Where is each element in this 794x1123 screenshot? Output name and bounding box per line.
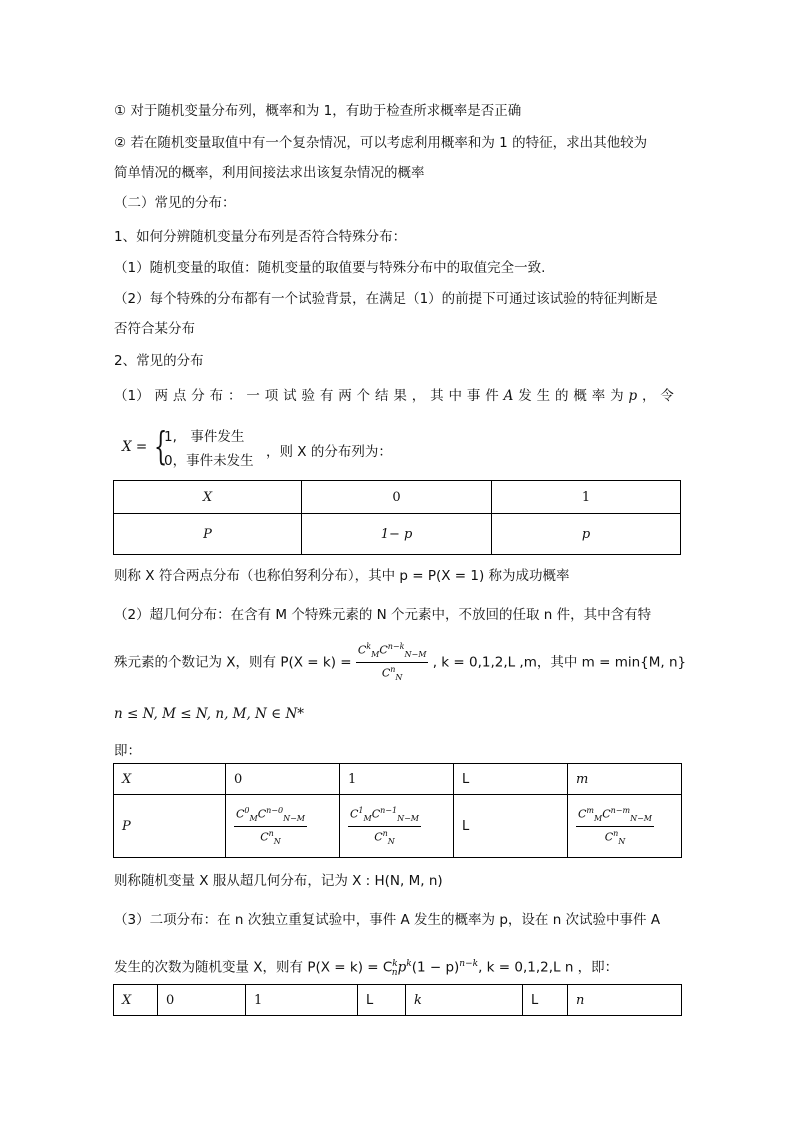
paragraph-ji: 即： <box>114 743 141 759</box>
paragraph-two-point-intro <box>114 386 674 406</box>
table-cell: n <box>568 985 682 1016</box>
table-cell <box>568 795 682 858</box>
table-cell: P <box>114 795 226 858</box>
hypergeometric-table <box>113 763 682 858</box>
paragraph-hypergeometric-intro: （2）超几何分布：在含有 M 个特殊元素的 N 个元素中，不放回的任取 n 件，其中含有特 <box>114 607 652 623</box>
intro-glyph: （1） <box>114 388 150 404</box>
binomial-formula-tail: (1 − p) <box>411 959 460 976</box>
table-cell: L <box>454 764 568 795</box>
intro-glyph: 有 <box>319 388 334 404</box>
binomial-table <box>113 984 682 1016</box>
paragraph-sum-to-one: ① 对于随机变量分布列，概率和为 1，有助于检查所求概率是否正确 <box>114 103 522 119</box>
intro-glyph: 率 <box>591 388 606 404</box>
intro-glyph: A <box>503 388 514 404</box>
paragraph-hypergeometric-after: 则称随机变量 X 服从超几何分布，记为 X : H(N, M, n) <box>114 873 443 889</box>
intro-glyph: 事 <box>466 388 481 404</box>
intro-glyph: 一 <box>246 388 260 404</box>
piecewise-definition <box>114 422 514 472</box>
intro-glyph: ： <box>227 388 242 404</box>
table-cell: k <box>406 985 523 1016</box>
table-cell: L <box>358 985 406 1016</box>
hypergeometric-fraction: $\frac{C^k_MC^{n-k}_{N-M}}{C^n_N}$ <box>357 642 427 682</box>
intro-glyph: ， <box>411 388 426 404</box>
intro-glyph: 两 <box>338 388 352 404</box>
table-cell <box>226 795 340 858</box>
piecewise-lhs: X = <box>122 439 148 455</box>
two-point-table <box>113 480 681 555</box>
formula-suffix: , k = 0,1,2,L ,m，其中 m = min{M, n} <box>432 654 687 671</box>
paragraph-trial-background-1: （2）每个特殊的分布都有一个试验背景，在满足（1）的前提下可通过该试验的特征判断是 <box>114 291 658 307</box>
intro-glyph: 发 <box>518 388 532 404</box>
paragraph-complex-case-1: ② 若在随机变量取值中有一个复杂情况，可以考虑利用概率和为 1 的特征，求出其他较为 <box>114 135 648 151</box>
intro-glyph: 试 <box>283 388 297 404</box>
table-cell: 1 <box>340 764 454 795</box>
table-cell: 1 <box>246 985 358 1016</box>
intro-glyph: 其 <box>430 388 444 404</box>
table-cell: L <box>454 795 568 858</box>
table-cell: 1− p <box>302 514 492 555</box>
intro-glyph: 概 <box>573 388 587 404</box>
paragraph-hypergeometric-formula <box>114 640 686 685</box>
intro-glyph: 的 <box>554 388 569 404</box>
table-row <box>114 764 682 795</box>
intro-glyph: 点 <box>172 388 187 404</box>
table-cell: X <box>114 481 302 514</box>
left-brace-icon: { <box>154 424 168 468</box>
table-cell: L <box>523 985 568 1016</box>
table-row <box>114 481 681 514</box>
formula-prefix: 殊元素的个数记为 X，则有 P(X = k) = <box>114 654 352 671</box>
table-cell <box>340 795 454 858</box>
intro-glyph: 令 <box>660 388 674 404</box>
intro-glyph: 生 <box>536 388 551 404</box>
paragraph-binomial-intro: （3）二项分布：在 n 次独立重复试验中，事件 A 发生的概率为 p，设在 n 次试验中事件 A <box>114 912 661 928</box>
table-cell: 1 <box>492 481 681 514</box>
intro-glyph: 果 <box>393 388 407 404</box>
fraction-km: $\frac{C^m_MC^{n-m}_{N-M}}{C^n_N}$ <box>578 805 652 846</box>
intro-glyph: 两 <box>154 388 168 404</box>
paragraph-two-point-after: 则称 X 符合两点分布（也称伯努利分布），其中 p = P(X = 1) 称为成功概率 <box>114 568 570 584</box>
table-cell: p <box>492 514 681 555</box>
paragraph-complex-case-2: 简单情况的概率，利用间接法求出该复杂情况的概率 <box>114 165 425 181</box>
section-common-distributions: 2、常见的分布 <box>114 353 204 369</box>
table-cell: 0 <box>302 481 492 514</box>
intro-glyph: 验 <box>301 388 315 404</box>
intro-glyph: 项 <box>264 388 279 404</box>
intro-glyph: 分 <box>191 388 205 404</box>
fraction-k0: $\frac{C^0_MC^{n-0}_{N-M}}{C^n_N}$ <box>236 805 305 846</box>
binomial-formula-prefix: 发生的次数为随机变量 X，则有 P(X = k) = C <box>114 959 393 976</box>
paragraph-trial-background-2: 否符合某分布 <box>114 321 195 337</box>
table-cell: 0 <box>226 764 340 795</box>
intro-glyph: 中 <box>448 388 462 404</box>
piecewise-case-2: 0，事件未发生 <box>164 453 254 469</box>
table-cell: 0 <box>158 985 246 1016</box>
intro-glyph: ， <box>642 388 656 404</box>
piecewise-after: ，则 X 的分布列为： <box>266 444 392 460</box>
paragraph-values-match: （1）随机变量的取值：随机变量的取值要与特殊分布中的取值完全一致. <box>114 260 546 276</box>
intro-glyph: 布 <box>209 388 224 404</box>
intro-glyph: p <box>628 388 638 404</box>
piecewise-case-1: 1, 事件发生 <box>164 429 245 445</box>
table-cell: m <box>568 764 682 795</box>
table-cell: X <box>114 985 158 1016</box>
table-cell: P <box>114 514 302 555</box>
paragraph-hypergeometric-condition: n ≤ N, M ≤ N, n, M, N ∈ N* <box>114 706 305 722</box>
heading-common-distributions: （二）常见的分布： <box>114 195 236 211</box>
intro-glyph: 个 <box>356 388 371 404</box>
paragraph-binomial-formula: 发生的次数为随机变量 X，则有 $P(X = k) = C^k_np^k(1 - p)^{n-k}$, k = 0,1,2,L n ，即： <box>114 959 619 979</box>
table-row <box>114 985 682 1016</box>
fraction-k1: $\frac{C^1_MC^{n-1}_{N-M}}{C^n_N}$ <box>350 805 419 846</box>
table-row <box>114 795 682 858</box>
section-identify-distribution: 1、如何分辨随机变量分布列是否符合特殊分布： <box>114 229 407 245</box>
intro-glyph: 件 <box>485 388 499 404</box>
binomial-formula-end: , k = 0,1,2,L n ，即： <box>478 959 619 976</box>
table-row <box>114 514 681 555</box>
intro-glyph: 为 <box>610 388 624 404</box>
intro-glyph: 结 <box>374 388 389 404</box>
table-cell: X <box>114 764 226 795</box>
